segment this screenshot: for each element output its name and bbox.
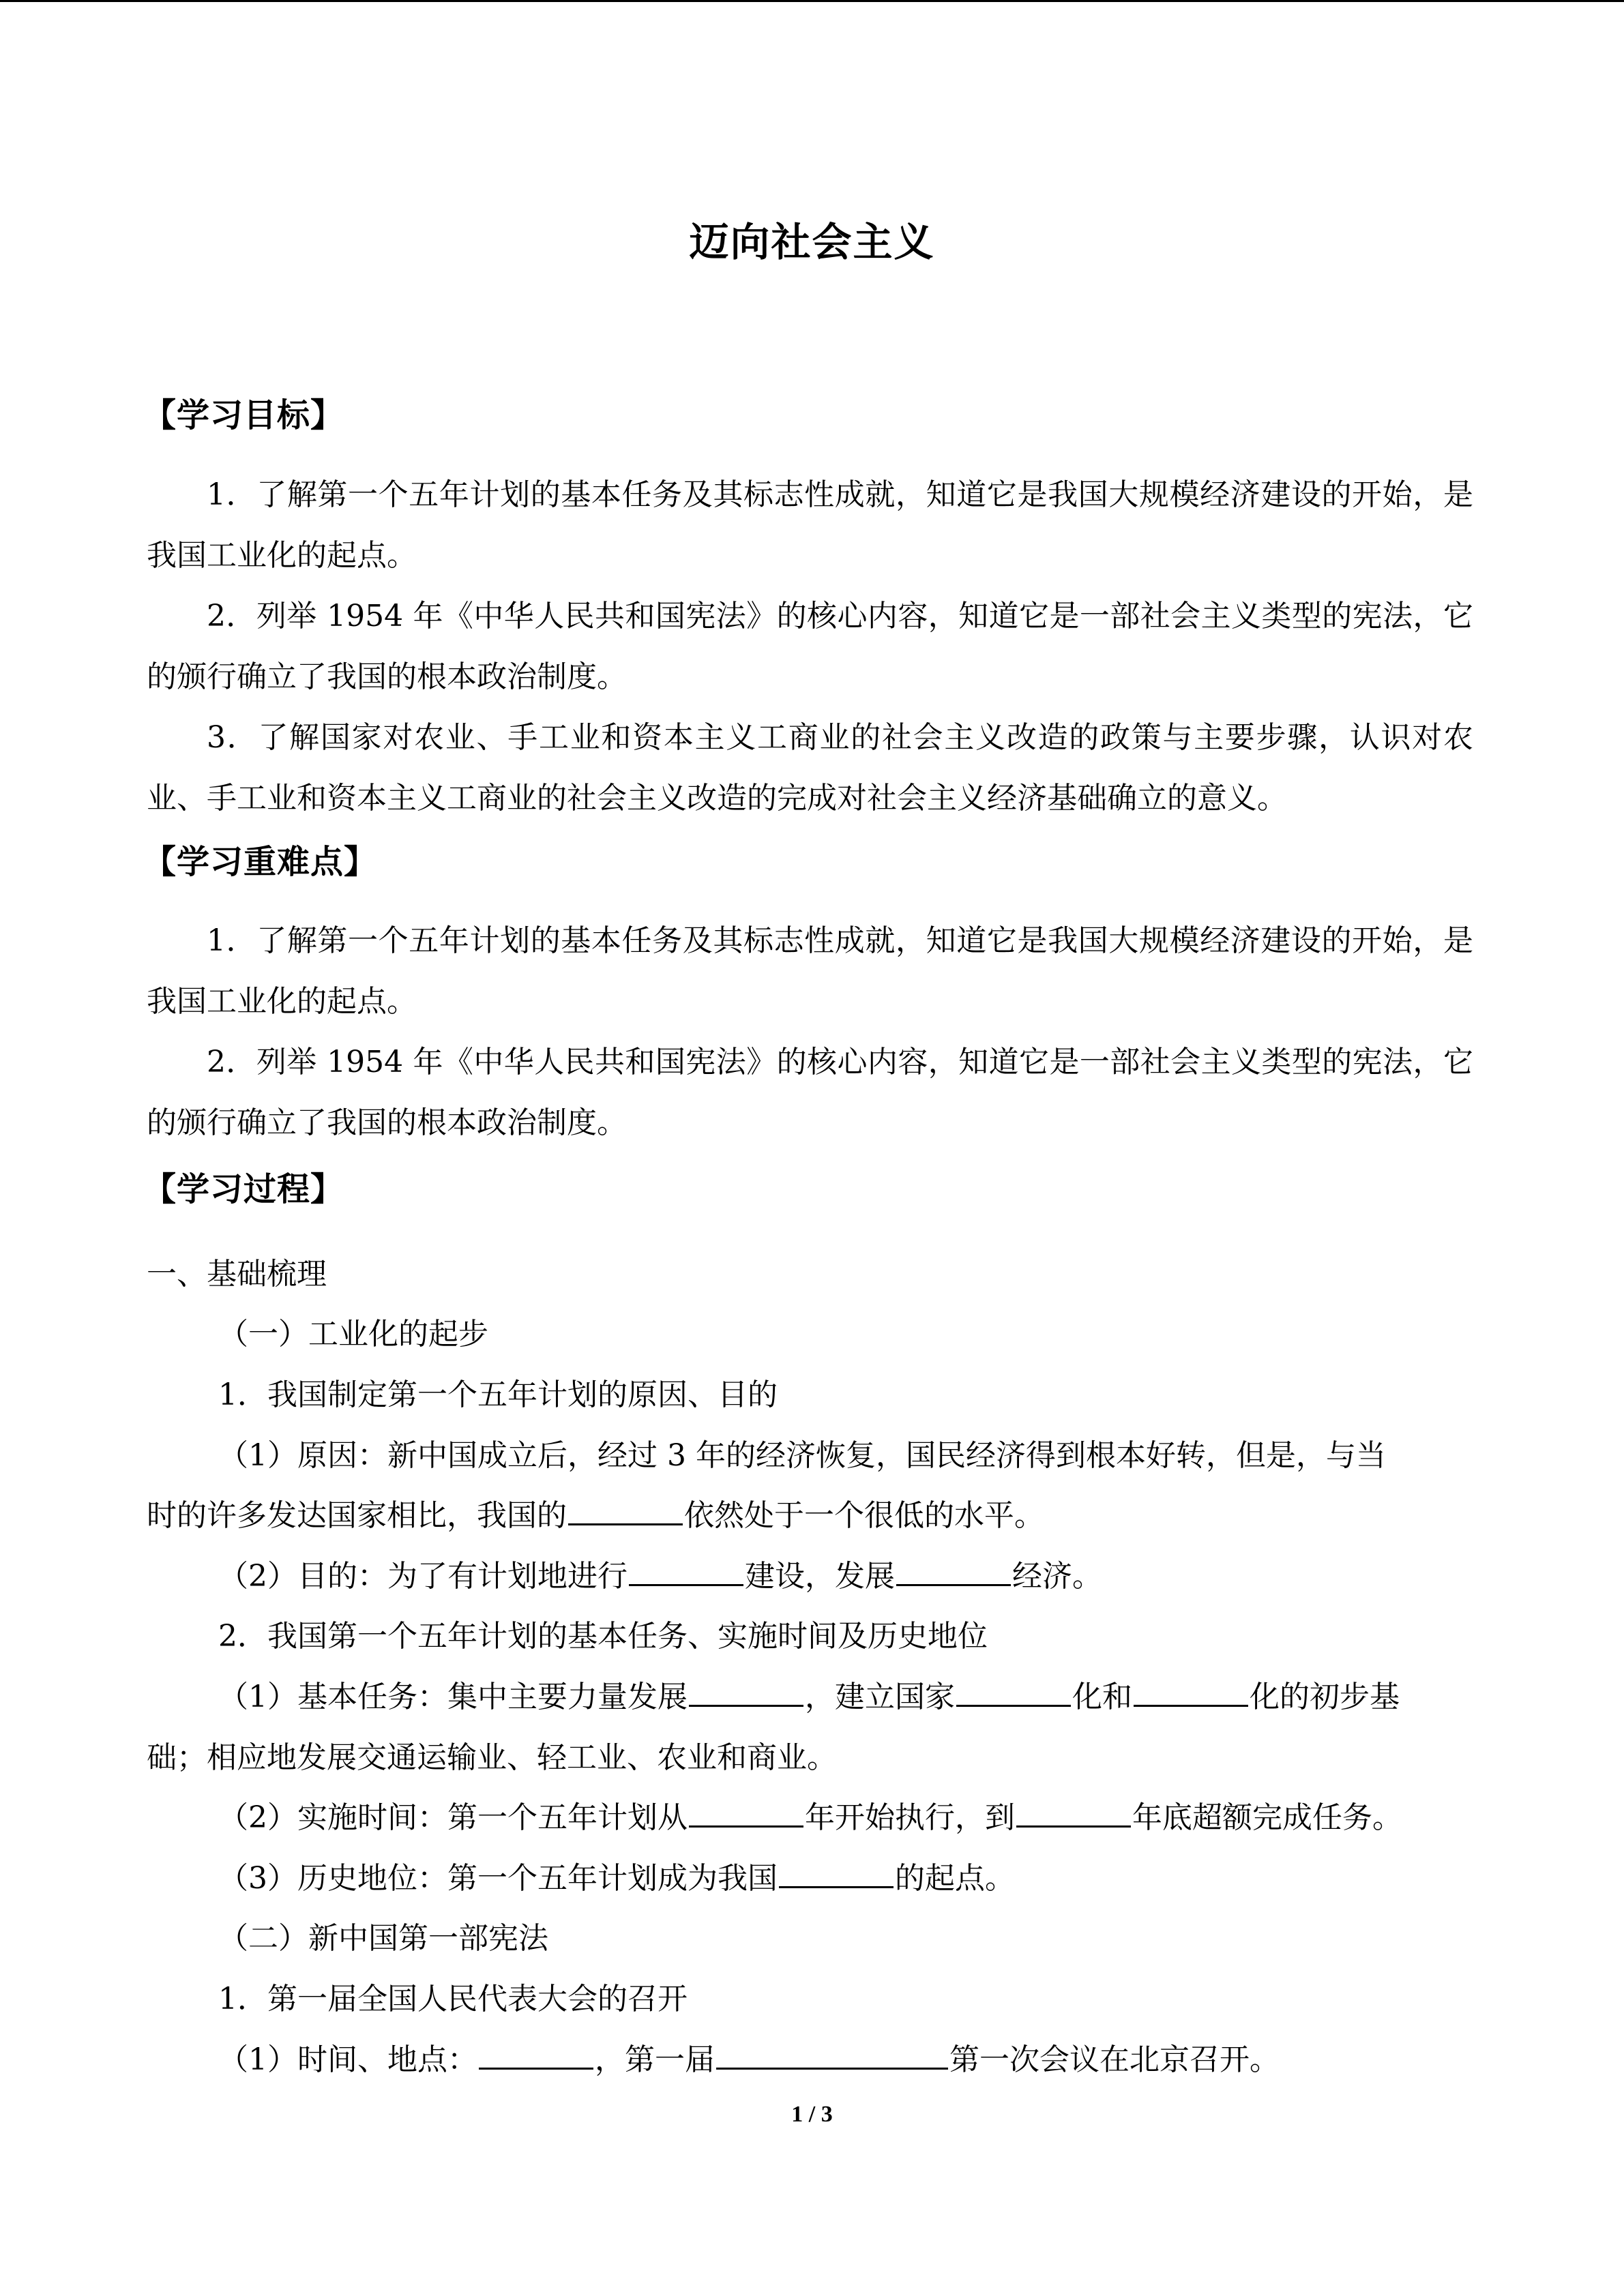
text-segment: （1）基本任务：集中主要力量发展 (218, 1680, 688, 1714)
text-segment: 化的初步基 (1250, 1680, 1400, 1714)
question-1: 1．我国制定第一个五年计划的原因、目的 (218, 1377, 778, 1412)
question-2-3 (218, 1853, 1015, 1897)
part-basic-review: 一、基础梳理 (147, 1257, 327, 1292)
fill-blank[interactable] (1134, 1678, 1248, 1707)
text-segment: （3）历史地位：第一个五年计划成为我国 (218, 1861, 778, 1896)
fill-blank[interactable] (779, 1859, 894, 1888)
fill-blank[interactable] (479, 2040, 593, 2070)
question-2-1-line-b: 础；相应地发展交通运输业、轻工业、农业和商业。 (147, 1740, 837, 1775)
question-1-1-line-b (147, 1491, 1044, 1534)
question-1-2 (218, 1551, 1102, 1595)
process-heading: 【学习过程】 (143, 1170, 344, 1208)
text-segment: 建设，发展 (745, 1559, 895, 1594)
key-point-item-2: 2．列举 1954 年《中华人民共和国宪法》的核心内容，知道它是一部社会主义类型的宪法，它的颁行确立了我国的根本政治制度。 (147, 1045, 1473, 1140)
fill-blank[interactable] (1016, 1798, 1131, 1828)
text-segment: 经济。 (1012, 1559, 1102, 1594)
text-segment: 化和 (1072, 1680, 1132, 1714)
text-segment: 第一次会议在北京召开。 (949, 2042, 1280, 2077)
fill-blank[interactable] (716, 2040, 948, 2070)
key-point-item-1: 1．了解第一个五年计划的基本任务及其标志性成就，知道它是我国大规模经济建设的开始，是我国工业化的起点。 (147, 923, 1473, 1019)
page-title: 迈向社会主义 (689, 219, 935, 265)
question-3-1 (218, 2035, 1280, 2078)
text-segment: （2）实施时间：第一个五年计划从 (218, 1800, 688, 1835)
text-segment: ，建立国家 (805, 1680, 955, 1714)
goal-item-2: 2．列举 1954 年《中华人民共和国宪法》的核心内容，知道它是一部社会主义类型的宪法，它的颁行确立了我国的根本政治制度。 (147, 599, 1473, 694)
text-segment: （2）目的：为了有计划地进行 (218, 1559, 628, 1594)
text-segment: 的起点。 (895, 1861, 1015, 1896)
fill-blank[interactable] (689, 1798, 803, 1828)
key-points-heading: 【学习重难点】 (143, 843, 378, 881)
text-segment: ，第一届 (595, 2042, 715, 2077)
subsection-industrialization: （一）工业化的起步 (218, 1317, 488, 1352)
question-2-1-line-a (218, 1672, 1400, 1716)
text-segment: 年底超额完成任务。 (1132, 1800, 1402, 1835)
text-segment: 依然处于一个很低的水平。 (684, 1498, 1044, 1533)
fill-blank[interactable] (629, 1557, 743, 1586)
fill-blank[interactable] (956, 1678, 1071, 1707)
page-number: 1 / 3 (791, 2102, 833, 2127)
question-3: 1．第一届全国人民代表大会的召开 (218, 1982, 688, 2016)
text-segment: 时的许多发达国家相比，我国的 (147, 1498, 567, 1533)
fill-blank[interactable] (689, 1678, 803, 1707)
question-1-1-line-a: （1）原因：新中国成立后，经过 3 年的经济恢复，国民经济得到根本好转，但是，与当 (218, 1438, 1386, 1473)
goal-item-1: 1．了解第一个五年计划的基本任务及其标志性成就，知道它是我国大规模经济建设的开始，是我国工业化的起点。 (147, 477, 1473, 573)
subsection-constitution: （二）新中国第一部宪法 (218, 1921, 548, 1956)
fill-blank[interactable] (896, 1557, 1011, 1586)
question-2: 2．我国第一个五年计划的基本任务、实施时间及历史地位 (218, 1619, 988, 1654)
fill-blank[interactable] (568, 1496, 683, 1525)
text-segment: （1）时间、地点： (218, 2042, 477, 2077)
goals-heading: 【学习目标】 (143, 396, 344, 434)
goal-item-3: 3．了解国家对农业、手工业和资本主义工商业的社会主义改造的政策与主要步骤，认识对农业、手工业和资本主义工商业的社会主义改造的完成对社会主义经济基础确立的意义。 (147, 720, 1473, 816)
text-segment: 年开始执行，到 (805, 1800, 1015, 1835)
question-2-2 (218, 1793, 1402, 1836)
